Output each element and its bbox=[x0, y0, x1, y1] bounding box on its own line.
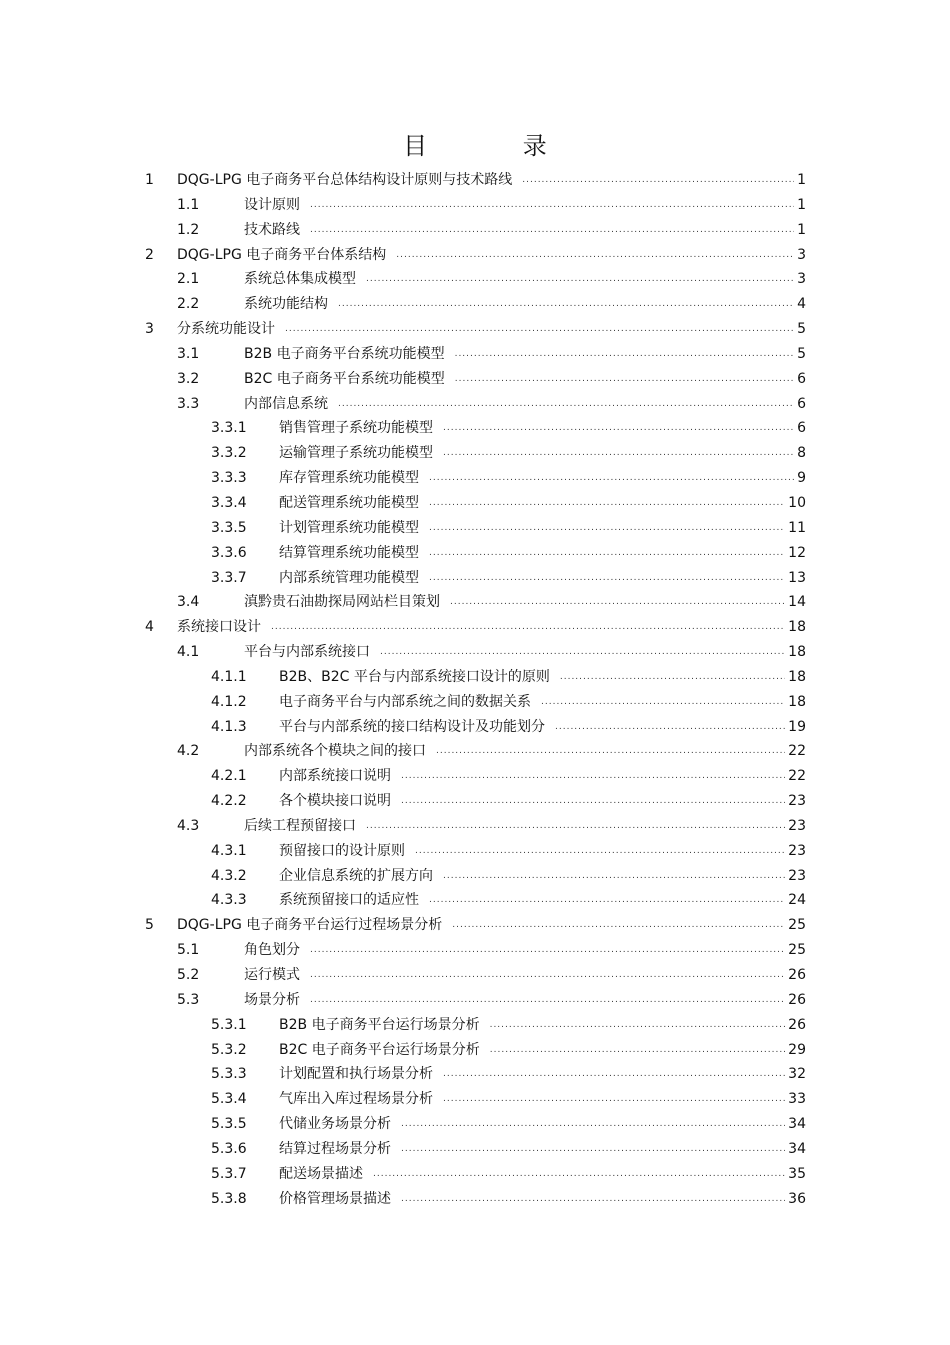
toc-entry-number: 3.3.1 bbox=[211, 420, 247, 437]
toc-entry-number: 4 bbox=[145, 619, 154, 636]
table-of-contents bbox=[0, 168, 950, 1211]
toc-entry-title: 企业信息系统的扩展方向 bbox=[279, 867, 433, 884]
toc-leader-dots bbox=[401, 789, 785, 814]
toc-entry[interactable] bbox=[0, 1187, 950, 1212]
toc-entry-title: 内部信息系统 bbox=[244, 395, 328, 412]
toc-entry-number: 3.2 bbox=[177, 370, 200, 387]
toc-entry-title: 结算管理系统功能模型 bbox=[279, 544, 419, 561]
toc-leader-dots bbox=[310, 988, 785, 1013]
toc-entry[interactable] bbox=[0, 590, 950, 615]
toc-entry-title: 配送管理系统功能模型 bbox=[279, 494, 419, 511]
toc-entry-page: 14 bbox=[788, 594, 806, 611]
toc-entry-title: 预留接口的设计原则 bbox=[279, 842, 405, 859]
toc-leader-dots bbox=[443, 441, 794, 466]
toc-leader-dots bbox=[443, 864, 785, 889]
toc-entry-page: 4 bbox=[797, 296, 806, 313]
toc-entry-page: 18 bbox=[788, 619, 806, 636]
toc-entry-title: B2B 电子商务平台系统功能模型 bbox=[244, 345, 445, 362]
toc-entry-page: 26 bbox=[788, 1016, 806, 1033]
toc-entry-number: 5.3.4 bbox=[211, 1091, 247, 1108]
toc-entry-number: 4.3 bbox=[177, 817, 200, 834]
toc-leader-dots bbox=[310, 938, 785, 963]
toc-entry[interactable] bbox=[0, 491, 950, 516]
toc-leader-dots bbox=[380, 640, 785, 665]
toc-entry-page: 3 bbox=[797, 246, 806, 263]
toc-leader-dots bbox=[401, 1137, 785, 1162]
toc-leader-dots bbox=[541, 690, 785, 715]
toc-entry-page: 34 bbox=[788, 1116, 806, 1133]
toc-leader-dots bbox=[401, 764, 785, 789]
toc-entry-title: 内部系统各个模块之间的接口 bbox=[244, 743, 426, 760]
toc-entry-number: 3 bbox=[145, 321, 154, 338]
toc-leader-dots bbox=[490, 1038, 785, 1063]
toc-entry[interactable] bbox=[0, 988, 950, 1013]
toc-entry-page: 1 bbox=[797, 196, 806, 213]
toc-entry-page: 12 bbox=[788, 544, 806, 561]
toc-entry-number: 5.2 bbox=[177, 967, 200, 983]
toc-entry-title: 平台与内部系统的接口结构设计及功能划分 bbox=[279, 718, 545, 735]
toc-entry-number: 3.4 bbox=[177, 594, 200, 611]
toc-entry-title: 计划配置和执行场景分析 bbox=[279, 1066, 433, 1083]
toc-entry-page: 23 bbox=[788, 817, 806, 834]
toc-entry[interactable] bbox=[0, 938, 950, 963]
toc-entry-title: 角色划分 bbox=[244, 942, 300, 959]
toc-entry-number: 4.1.2 bbox=[211, 693, 247, 710]
toc-entry[interactable] bbox=[0, 640, 950, 665]
toc-leader-dots bbox=[450, 590, 785, 615]
toc-entry[interactable] bbox=[0, 566, 950, 591]
toc-entry-page: 6 bbox=[797, 395, 806, 412]
toc-entry-title: DQG-LPG 电子商务平台总体结构设计原则与技术路线 bbox=[177, 172, 513, 188]
toc-entry[interactable] bbox=[0, 1162, 950, 1187]
toc-entry-number: 4.3.1 bbox=[211, 842, 247, 859]
toc-entry[interactable] bbox=[0, 218, 950, 243]
toc-leader-dots bbox=[429, 888, 785, 913]
toc-leader-dots bbox=[271, 615, 785, 640]
toc-entry-number: 1 bbox=[145, 172, 154, 188]
toc-entry[interactable] bbox=[0, 665, 950, 690]
toc-leader-dots bbox=[401, 1112, 785, 1137]
toc-entry-number: 3.3.5 bbox=[211, 519, 247, 536]
toc-leader-dots bbox=[429, 466, 794, 491]
toc-leader-dots bbox=[443, 1062, 785, 1087]
toc-entry-page: 36 bbox=[788, 1190, 806, 1207]
toc-entry-page: 26 bbox=[788, 967, 806, 983]
toc-entry-page: 5 bbox=[797, 345, 806, 362]
toc-entry-title: 后续工程预留接口 bbox=[244, 817, 356, 834]
toc-entry-number: 5 bbox=[145, 917, 154, 934]
toc-entry-page: 18 bbox=[788, 668, 806, 685]
toc-entry-title: 平台与内部系统接口 bbox=[244, 644, 370, 661]
toc-entry-page: 25 bbox=[788, 917, 806, 934]
toc-entry[interactable] bbox=[0, 888, 950, 913]
toc-entry-title: 系统预留接口的适应性 bbox=[279, 892, 419, 909]
toc-entry-page: 1 bbox=[797, 221, 806, 238]
toc-entry[interactable] bbox=[0, 342, 950, 367]
toc-entry-page: 23 bbox=[788, 842, 806, 859]
toc-leader-dots bbox=[452, 913, 785, 938]
toc-entry-number: 4.2 bbox=[177, 743, 200, 760]
toc-entry-number: 5.3.5 bbox=[211, 1116, 247, 1133]
toc-entry-number: 4.1 bbox=[177, 644, 200, 661]
toc-entry[interactable] bbox=[0, 839, 950, 864]
toc-entry-number: 4.3.3 bbox=[211, 892, 247, 909]
toc-entry-page: 26 bbox=[788, 991, 806, 1008]
toc-entry-title: 价格管理场景描述 bbox=[279, 1190, 391, 1207]
toc-entry-page: 18 bbox=[788, 644, 806, 661]
toc-entry-page: 29 bbox=[788, 1041, 806, 1058]
toc-leader-dots bbox=[366, 814, 785, 839]
toc-entry[interactable] bbox=[0, 963, 950, 988]
toc-entry-number: 3.3 bbox=[177, 395, 200, 412]
toc-entry-title: B2C 电子商务平台运行场景分析 bbox=[279, 1041, 480, 1058]
toc-entry-page: 32 bbox=[788, 1066, 806, 1083]
toc-entry[interactable] bbox=[0, 1112, 950, 1137]
toc-entry-page: 25 bbox=[788, 942, 806, 959]
toc-entry-title: 运行模式 bbox=[244, 967, 300, 983]
toc-leader-dots bbox=[338, 292, 794, 317]
toc-entry[interactable] bbox=[0, 739, 950, 764]
toc-leader-dots bbox=[285, 317, 794, 342]
toc-entry[interactable] bbox=[0, 193, 950, 218]
toc-entry[interactable] bbox=[0, 1137, 950, 1162]
toc-leader-dots bbox=[429, 541, 785, 566]
toc-leader-dots bbox=[366, 267, 794, 292]
toc-entry[interactable] bbox=[0, 541, 950, 566]
toc-leader-dots bbox=[338, 392, 794, 417]
toc-entry-number: 2.2 bbox=[177, 296, 200, 313]
toc-entry-title: 计划管理系统功能模型 bbox=[279, 519, 419, 536]
toc-leader-dots bbox=[396, 243, 794, 268]
toc-leader-dots bbox=[443, 1087, 785, 1112]
toc-leader-dots bbox=[443, 416, 794, 441]
toc-entry-title: B2B 电子商务平台运行场景分析 bbox=[279, 1016, 480, 1033]
toc-leader-dots bbox=[522, 168, 794, 193]
toc-entry-page: 22 bbox=[788, 768, 806, 785]
toc-entry-title: 滇黔贵石油勘探局网站栏目策划 bbox=[244, 594, 440, 611]
toc-entry-number: 5.3.6 bbox=[211, 1140, 247, 1157]
toc-entry[interactable] bbox=[0, 466, 950, 491]
toc-entry-title: 技术路线 bbox=[244, 221, 300, 238]
toc-leader-dots bbox=[560, 665, 785, 690]
toc-entry-number: 4.1.3 bbox=[211, 718, 247, 735]
toc-entry-title: 系统功能结构 bbox=[244, 296, 328, 313]
toc-entry-number: 5.3.2 bbox=[211, 1041, 247, 1058]
toc-leader-dots bbox=[455, 367, 794, 392]
toc-entry-number: 5.3.7 bbox=[211, 1165, 247, 1182]
toc-leader-dots bbox=[415, 839, 785, 864]
toc-entry-title: 各个模块接口说明 bbox=[279, 793, 391, 810]
toc-entry[interactable] bbox=[0, 1013, 950, 1038]
toc-entry-page: 33 bbox=[788, 1091, 806, 1108]
toc-entry[interactable] bbox=[0, 764, 950, 789]
toc-entry-page: 23 bbox=[788, 793, 806, 810]
toc-entry-page: 19 bbox=[788, 718, 806, 735]
toc-entry-page: 24 bbox=[788, 892, 806, 909]
toc-entry-number: 3.1 bbox=[177, 345, 200, 362]
toc-entry[interactable] bbox=[0, 516, 950, 541]
toc-entry-page: 1 bbox=[797, 172, 806, 188]
toc-leader-dots bbox=[555, 715, 785, 740]
toc-entry-title: B2C 电子商务平台系统功能模型 bbox=[244, 370, 445, 387]
toc-entry[interactable] bbox=[0, 168, 950, 193]
toc-entry-number: 1.2 bbox=[177, 221, 200, 238]
toc-entry[interactable] bbox=[0, 913, 950, 938]
toc-entry-number: 4.2.1 bbox=[211, 768, 247, 785]
toc-entry-number: 3.3.2 bbox=[211, 445, 247, 462]
toc-entry[interactable] bbox=[0, 814, 950, 839]
toc-entry-page: 6 bbox=[797, 420, 806, 437]
toc-leader-dots bbox=[373, 1162, 785, 1187]
toc-entry-number: 5.3.1 bbox=[211, 1016, 247, 1033]
toc-entry-number: 2.1 bbox=[177, 271, 200, 288]
toc-entry-page: 18 bbox=[788, 693, 806, 710]
toc-entry[interactable] bbox=[0, 864, 950, 889]
toc-entry-number: 4.1.1 bbox=[211, 668, 247, 685]
toc-entry-number: 3.3.4 bbox=[211, 494, 247, 511]
toc-entry[interactable] bbox=[0, 317, 950, 342]
toc-entry-number: 3.3.3 bbox=[211, 470, 247, 487]
toc-entry-page: 6 bbox=[797, 370, 806, 387]
toc-entry-page: 22 bbox=[788, 743, 806, 760]
toc-entry-title: DQG-LPG 电子商务平台运行过程场景分析 bbox=[177, 917, 443, 934]
toc-entry-page: 5 bbox=[797, 321, 806, 338]
toc-entry-page: 8 bbox=[797, 445, 806, 462]
toc-entry[interactable] bbox=[0, 416, 950, 441]
toc-entry-title: 结算过程场景分析 bbox=[279, 1140, 391, 1157]
toc-leader-dots bbox=[310, 218, 794, 243]
toc-entry-title: 配送场景描述 bbox=[279, 1165, 363, 1182]
toc-entry-page: 9 bbox=[797, 470, 806, 487]
toc-entry-title: DQG-LPG 电子商务平台体系结构 bbox=[177, 246, 387, 263]
toc-entry[interactable] bbox=[0, 715, 950, 740]
toc-entry-number: 5.1 bbox=[177, 942, 200, 959]
toc-leader-dots bbox=[429, 516, 785, 541]
toc-entry-title: 设计原则 bbox=[244, 196, 300, 213]
toc-entry-number: 3.3.7 bbox=[211, 569, 247, 586]
toc-entry-title: 内部系统接口说明 bbox=[279, 768, 391, 785]
toc-entry-number: 1.1 bbox=[177, 196, 200, 213]
toc-entry[interactable] bbox=[0, 789, 950, 814]
toc-entry-title: 系统接口设计 bbox=[177, 619, 261, 636]
toc-entry-number: 5.3.3 bbox=[211, 1066, 247, 1083]
toc-entry-number: 3.3.6 bbox=[211, 544, 247, 561]
toc-entry[interactable] bbox=[0, 1038, 950, 1063]
toc-entry-page: 35 bbox=[788, 1165, 806, 1182]
toc-title: 目 录 bbox=[403, 132, 591, 160]
toc-entry[interactable] bbox=[0, 243, 950, 268]
toc-leader-dots bbox=[436, 739, 785, 764]
toc-leader-dots bbox=[429, 491, 785, 516]
toc-entry-title: 库存管理系统功能模型 bbox=[279, 470, 419, 487]
toc-entry-title: 销售管理子系统功能模型 bbox=[279, 420, 433, 437]
toc-entry[interactable] bbox=[0, 1062, 950, 1087]
toc-entry-page: 34 bbox=[788, 1140, 806, 1157]
toc-leader-dots bbox=[455, 342, 795, 367]
toc-entry-page: 10 bbox=[788, 494, 806, 511]
toc-leader-dots bbox=[401, 1187, 785, 1212]
toc-entry[interactable] bbox=[0, 690, 950, 715]
toc-entry-title: 分系统功能设计 bbox=[177, 321, 275, 338]
toc-entry-title: 场景分析 bbox=[244, 991, 300, 1008]
toc-entry-number: 2 bbox=[145, 246, 154, 263]
toc-entry-title: 气库出入库过程场景分析 bbox=[279, 1091, 433, 1108]
toc-entry-title: B2B、B2C 平台与内部系统接口设计的原则 bbox=[279, 668, 550, 685]
toc-leader-dots bbox=[429, 566, 785, 591]
toc-entry-title: 电子商务平台与内部系统之间的数据关系 bbox=[279, 693, 531, 710]
toc-entry[interactable] bbox=[0, 267, 950, 292]
toc-entry-page: 11 bbox=[788, 519, 806, 536]
toc-entry-title: 内部系统管理功能模型 bbox=[279, 569, 419, 586]
toc-entry[interactable] bbox=[0, 367, 950, 392]
toc-entry[interactable] bbox=[0, 392, 950, 417]
toc-entry-page: 13 bbox=[788, 569, 806, 586]
toc-entry-title: 代储业务场景分析 bbox=[279, 1116, 391, 1133]
toc-entry-number: 5.3.8 bbox=[211, 1190, 247, 1207]
toc-entry-title: 系统总体集成模型 bbox=[244, 271, 356, 288]
toc-entry[interactable] bbox=[0, 292, 950, 317]
toc-entry-number: 4.2.2 bbox=[211, 793, 247, 810]
toc-leader-dots bbox=[310, 193, 794, 218]
toc-entry-number: 5.3 bbox=[177, 991, 200, 1008]
toc-entry-title: 运输管理子系统功能模型 bbox=[279, 445, 433, 462]
toc-entry-number: 4.3.2 bbox=[211, 867, 247, 884]
toc-entry-page: 3 bbox=[797, 271, 806, 288]
toc-leader-dots bbox=[310, 963, 785, 988]
toc-entry[interactable] bbox=[0, 1087, 950, 1112]
toc-entry[interactable] bbox=[0, 441, 950, 466]
toc-leader-dots bbox=[490, 1013, 786, 1038]
toc-entry[interactable] bbox=[0, 615, 950, 640]
toc-entry-page: 23 bbox=[788, 867, 806, 884]
